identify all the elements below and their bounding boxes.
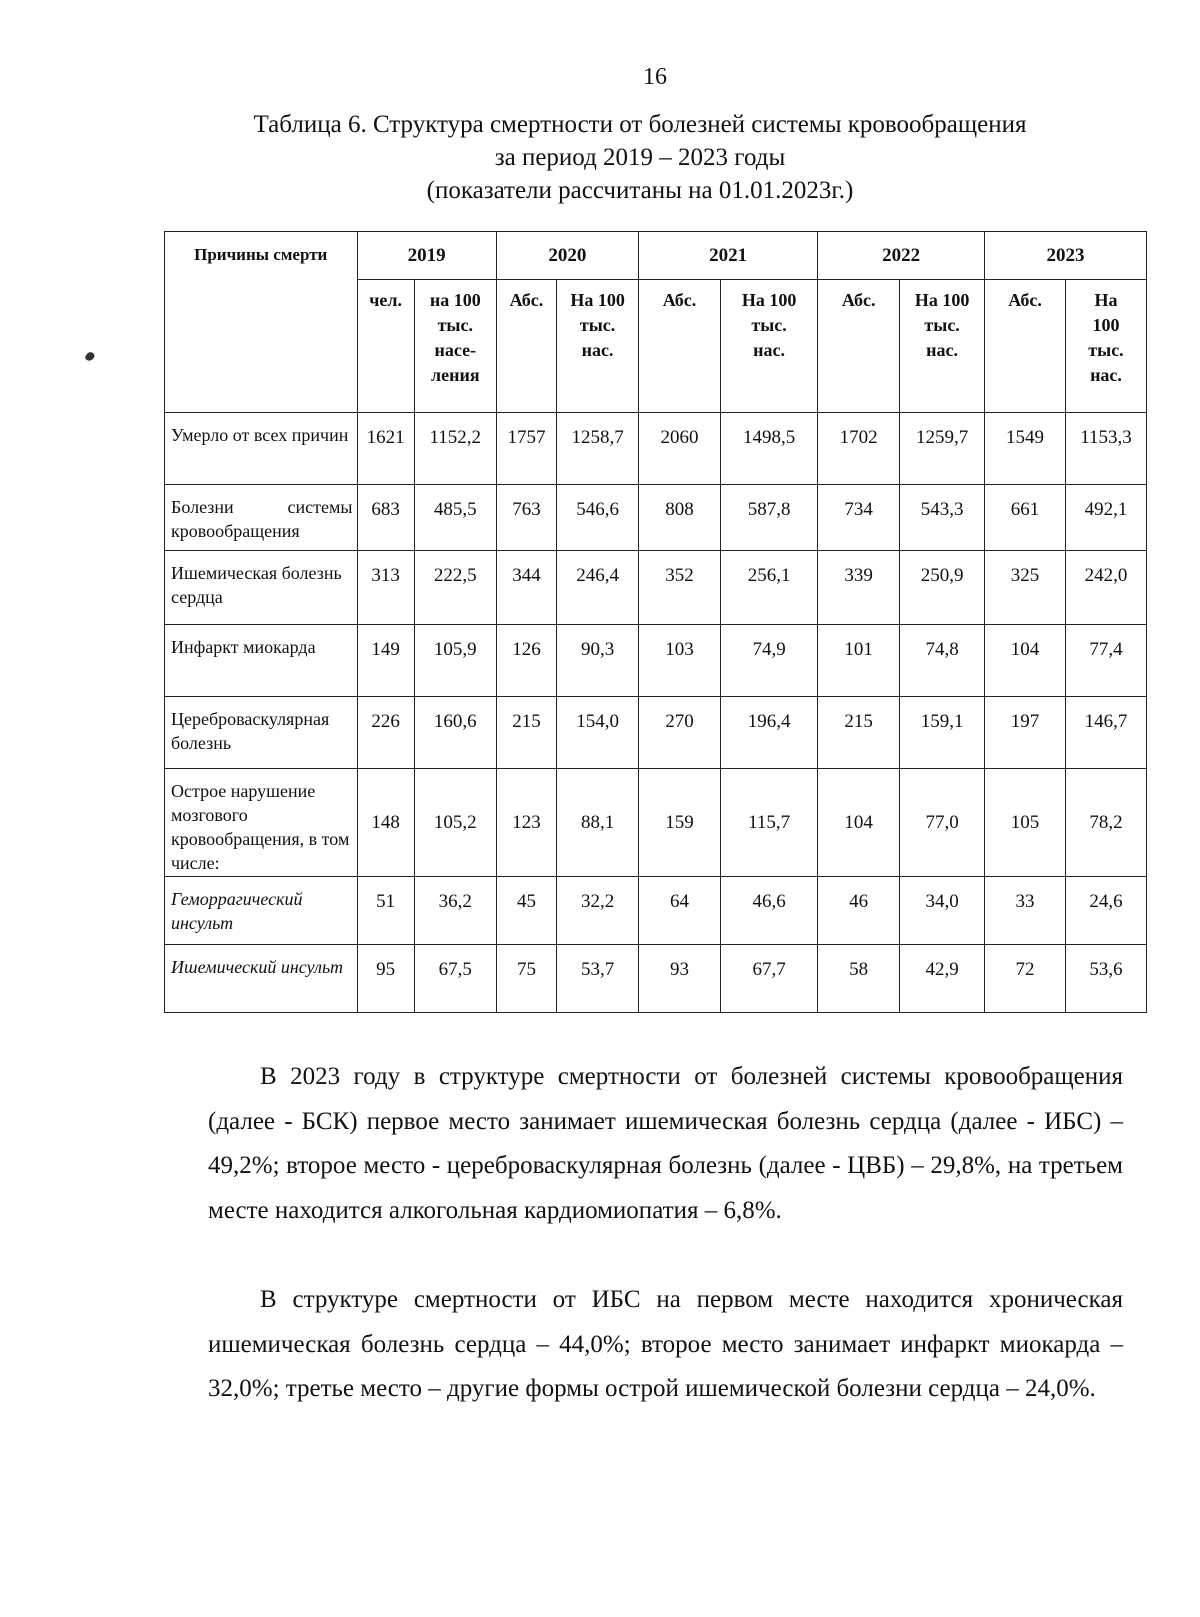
table-cell: 250,9: [900, 551, 985, 625]
table-cell: 53,7: [557, 945, 639, 1013]
table-cell: 313: [357, 551, 414, 625]
table-cell: 45: [496, 877, 556, 945]
paragraph-text: В 2023 году в структуре смертности от болезней системы кровообращения (далее - БСК) первое место занимает ишемическая болезнь сердца (далее - ИБС) – 49,2%; второе место - цереброваскулярная болезнь (далее - ЦВБ) – 29,8%, на третьем месте находится алкогольная кардиомиопатия – 6,8%.: [208, 1063, 1123, 1224]
table-cell: 58: [818, 945, 900, 1013]
table-row: [165, 485, 1147, 551]
table-cell: 33: [985, 877, 1066, 945]
table-cell: 1549: [985, 413, 1066, 485]
table-cell: 24,6: [1066, 877, 1147, 945]
table-cell: 104: [985, 625, 1066, 697]
table-cell: 339: [818, 551, 900, 625]
unit-header: Абс.: [818, 280, 900, 413]
table-cell: 77,0: [900, 769, 985, 877]
row-label: Геморрагический инсульт: [165, 877, 358, 945]
table-cell: 1152,2: [414, 413, 496, 485]
table-cell: 42,9: [900, 945, 985, 1013]
cause-header: Причины смерти: [165, 232, 358, 413]
table-cell: 246,4: [557, 551, 639, 625]
mortality-table: [164, 231, 1147, 1013]
table-cell: 270: [639, 697, 721, 769]
row-label: Умерло от всех причин: [165, 413, 358, 485]
table-cell: 683: [357, 485, 414, 551]
row-label: Ишемический инсульт: [165, 945, 358, 1013]
unit-header: чел.: [357, 280, 414, 413]
header-row-years: [165, 232, 1147, 280]
table-cell: 352: [639, 551, 721, 625]
table-cell: 67,5: [414, 945, 496, 1013]
table-cell: 78,2: [1066, 769, 1147, 877]
table-row: [165, 877, 1147, 945]
table-cell: 90,3: [557, 625, 639, 697]
table-body: [165, 413, 1147, 1013]
table-cell: 126: [496, 625, 556, 697]
table-cell: 1153,3: [1066, 413, 1147, 485]
table-cell: 1259,7: [900, 413, 985, 485]
paragraph: [208, 1055, 1123, 1233]
year-header: 2021: [639, 232, 818, 280]
unit-header: на 100 тыс. насе- ления: [414, 280, 496, 413]
table-cell: 543,3: [900, 485, 985, 551]
table-cell: 808: [639, 485, 721, 551]
year-header: 2022: [818, 232, 985, 280]
scan-speck: [84, 351, 95, 363]
table-cell: 105,9: [414, 625, 496, 697]
table-title-line-3: (показатели рассчитаны на 01.01.2023г.): [426, 177, 854, 204]
row-label: Болезни системы кровообращения: [165, 485, 358, 551]
table-cell: 64: [639, 877, 721, 945]
table-cell: 215: [496, 697, 556, 769]
table-cell: 146,7: [1066, 697, 1147, 769]
table-cell: 104: [818, 769, 900, 877]
table-cell: 75: [496, 945, 556, 1013]
row-label: Острое нарушение мозгового кровообращения, в том числе:: [165, 769, 358, 877]
year-header: 2023: [985, 232, 1147, 280]
table-cell: 101: [818, 625, 900, 697]
unit-header: На 100 тыс. нас.: [1066, 280, 1147, 413]
table-cell: 149: [357, 625, 414, 697]
unit-header: На 100 тыс. нас.: [557, 280, 639, 413]
unit-header: На 100 тыс. нас.: [900, 280, 985, 413]
table-cell: 154,0: [557, 697, 639, 769]
table-cell: 226: [357, 697, 414, 769]
table-cell: 587,8: [720, 485, 817, 551]
table-row: [165, 551, 1147, 625]
table-row: [165, 769, 1147, 877]
table-cell: 74,8: [900, 625, 985, 697]
table-cell: 159: [639, 769, 721, 877]
table-row: [165, 945, 1147, 1013]
table-cell: 72: [985, 945, 1066, 1013]
table-cell: 222,5: [414, 551, 496, 625]
table-cell: 95: [357, 945, 414, 1013]
table-cell: 115,7: [720, 769, 817, 877]
table-cell: 1757: [496, 413, 556, 485]
table-cell: 485,5: [414, 485, 496, 551]
page-number: 16: [643, 64, 667, 90]
unit-header: Абс.: [639, 280, 721, 413]
table-cell: 325: [985, 551, 1066, 625]
table-cell: 74,9: [720, 625, 817, 697]
table-cell: 105: [985, 769, 1066, 877]
table-cell: 46: [818, 877, 900, 945]
table-cell: 197: [985, 697, 1066, 769]
table-cell: 215: [818, 697, 900, 769]
table-cell: 1621: [357, 413, 414, 485]
table-cell: 103: [639, 625, 721, 697]
table-cell: 1498,5: [720, 413, 817, 485]
table-cell: 53,6: [1066, 945, 1147, 1013]
table-cell: 256,1: [720, 551, 817, 625]
row-label: Ишемическая болезнь сердца: [165, 551, 358, 625]
table-cell: 160,6: [414, 697, 496, 769]
table-cell: 88,1: [557, 769, 639, 877]
unit-header: Абс.: [496, 280, 556, 413]
row-label: Инфаркт миокарда: [165, 625, 358, 697]
table-cell: 105,2: [414, 769, 496, 877]
table-cell: 93: [639, 945, 721, 1013]
table-row: [165, 697, 1147, 769]
table-cell: 159,1: [900, 697, 985, 769]
year-header: 2020: [496, 232, 638, 280]
table-title: [200, 108, 1080, 207]
row-label: Цереброваскулярная болезнь: [165, 697, 358, 769]
table-cell: 242,0: [1066, 551, 1147, 625]
table-cell: 1702: [818, 413, 900, 485]
table-cell: 546,6: [557, 485, 639, 551]
table-cell: 36,2: [414, 877, 496, 945]
table-row: [165, 413, 1147, 485]
table-cell: 67,7: [720, 945, 817, 1013]
table-cell: 1258,7: [557, 413, 639, 485]
table-cell: 46,6: [720, 877, 817, 945]
table-cell: 32,2: [557, 877, 639, 945]
table-row: [165, 625, 1147, 697]
table-cell: 2060: [639, 413, 721, 485]
table-cell: 196,4: [720, 697, 817, 769]
table-cell: 492,1: [1066, 485, 1147, 551]
unit-header: На 100 тыс. нас.: [720, 280, 817, 413]
table-cell: 763: [496, 485, 556, 551]
table-cell: 344: [496, 551, 556, 625]
table-cell: 734: [818, 485, 900, 551]
table-cell: 123: [496, 769, 556, 877]
table-cell: 34,0: [900, 877, 985, 945]
year-header: 2019: [357, 232, 496, 280]
table-title-line-1: Таблица 6. Структура смертности от болезней системы кровообращения: [253, 111, 1027, 138]
unit-header: Абс.: [985, 280, 1066, 413]
table-title-line-2: за период 2019 – 2023 годы: [494, 144, 786, 171]
table-cell: 661: [985, 485, 1066, 551]
paragraph-text: В структуре смертности от ИБС на первом месте находится хроническая ишемическая болезнь сердца – 44,0%; второе место занимает инфаркт миокарда – 32,0%; третье место – другие формы острой ишемической болезни сердца – 24,0%.: [208, 1286, 1123, 1402]
table-cell: 51: [357, 877, 414, 945]
table-cell: 77,4: [1066, 625, 1147, 697]
table-cell: 148: [357, 769, 414, 877]
paragraph: [208, 1278, 1123, 1412]
